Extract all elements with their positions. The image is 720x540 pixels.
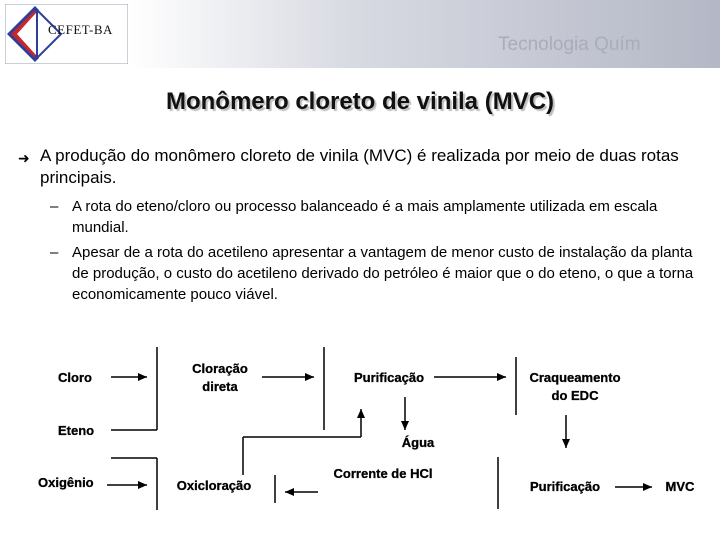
process-flow-diagram <box>0 335 720 540</box>
sub-bullet-text: Apesar de a rota do acetileno apresentar a vantagem de menor custo de instalação da planta de produção, o custo do acetileno derivado do petróleo é maior que o do eteno, o que a torna economicamente pouco viável. <box>72 244 694 303</box>
label-corrente-hcl: Corrente de HCl <box>333 466 433 481</box>
logo-text: CEFET-BA <box>48 22 113 37</box>
label-eteno: Eteno <box>58 423 95 438</box>
label-cloracao-2: direta <box>202 379 238 394</box>
label-oxigenio: Oxigênio <box>38 475 94 490</box>
label-purificacao-top: Purificação <box>353 370 425 385</box>
header-band <box>0 0 720 68</box>
sub-bullet-text: A rota do eteno/cloro ou processo balanceado é a mais amplamente utilizada em escala mundial. <box>72 198 658 236</box>
dash-bullet-icon: – <box>50 244 59 261</box>
label-agua: Água <box>401 435 435 450</box>
label-cloracao-1: Cloração <box>192 361 248 376</box>
label-craqueamento-1: Craqueamento <box>529 370 621 385</box>
dash-bullet-icon: – <box>50 198 59 215</box>
label-craqueamento-2: do EDC <box>551 388 599 403</box>
main-bullet-text: A produção do monômero cloreto de vinila (MVC) é realizada por meio de duas rotas principais. <box>40 146 679 187</box>
arrow-bullet-icon: ➜ <box>18 150 30 166</box>
label-mvc: MVC <box>665 479 695 494</box>
label-oxicloracao: Oxicloração <box>176 478 252 493</box>
label-purificacao-bottom: Purificação <box>529 479 601 494</box>
header-watermark: Tecnologia Quím <box>498 34 641 55</box>
slide-title: Monômero cloreto de vinila (MVC) <box>165 88 555 115</box>
label-cloro: Cloro <box>58 370 92 385</box>
